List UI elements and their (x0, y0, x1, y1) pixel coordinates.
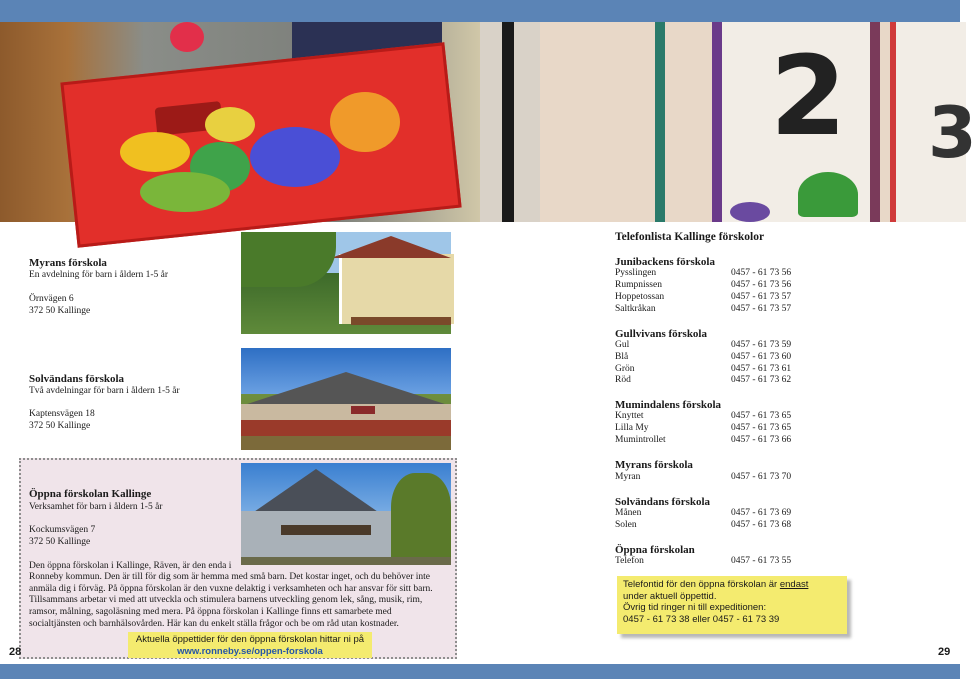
group-oppna: Öppna förskolan (615, 544, 695, 556)
paragraph-line: Tillsammans arbetar vi med att utveckla och stimulera barnens utveckling genom lek, sång, musik, rim, (29, 595, 423, 606)
bottom-color-band (0, 664, 960, 679)
open-preschool-street: Kockumsvägen 7 (29, 525, 96, 535)
group-junibacken: Junibackens förskola (615, 256, 715, 268)
open-preschool-paragraph (29, 572, 444, 631)
row-label: Gul (615, 340, 630, 350)
open-preschool-intro: Den öppna förskolan i Kallinge, Räven, är den enda i (29, 561, 232, 571)
row-phone: 0457 - 61 73 70 (731, 472, 792, 482)
row-phone: 0457 - 61 73 66 (731, 435, 792, 445)
myran-description: En avdelning för barn i åldern 1-5 år (29, 270, 169, 280)
group-solvandan: Solvändans förskola (615, 496, 711, 508)
row-label: Hoppetossan (615, 292, 665, 302)
group-mumindalen: Mumindalens förskola (615, 399, 722, 411)
phone-hours-line2: under aktuell öppettid. (623, 590, 717, 602)
row-phone: 0457 - 61 73 57 (731, 292, 792, 302)
row-phone: 0457 - 61 73 56 (731, 280, 792, 290)
open-preschool-description: Verksamhet för barn i åldern 1-5 år (29, 502, 163, 512)
photo-solvandan-building (241, 348, 451, 450)
photo-number-wall: 2 3 (480, 22, 960, 222)
row-label: Knyttet (615, 411, 644, 421)
row-label: Månen (615, 508, 642, 518)
row-phone: 0457 - 61 73 65 (731, 411, 792, 421)
solvandan-name: Solvändans förskola (29, 373, 125, 385)
paragraph-line: socialtjänsten och barnhälsovården. Här kan du enkelt ställa frågor och be om råd utan kostnader. (29, 618, 399, 629)
row-phone: 0457 - 61 73 60 (731, 352, 792, 362)
row-label: Telefon (615, 556, 644, 566)
myran-street: Örnvägen 6 (29, 294, 74, 304)
row-label: Grön (615, 364, 635, 374)
row-phone: 0457 - 61 73 65 (731, 423, 792, 433)
opening-hours-link[interactable]: www.ronneby.se/oppen-forskola (177, 646, 323, 657)
row-label: Rumpnissen (615, 280, 662, 290)
group-myran: Myrans förskola (615, 459, 693, 471)
row-phone: 0457 - 61 73 55 (731, 556, 792, 566)
solvandan-street: Kaptensvägen 18 (29, 409, 95, 419)
top-color-band (0, 0, 960, 22)
row-phone: 0457 - 61 73 61 (731, 364, 792, 374)
row-label: Röd (615, 375, 631, 385)
row-label: Myran (615, 472, 641, 482)
photo-open-preschool-building (241, 463, 451, 565)
open-preschool-city: 372 50 Kallinge (29, 537, 91, 547)
row-label: Mumintrollet (615, 435, 666, 445)
row-phone: 0457 - 61 73 56 (731, 268, 792, 278)
phone-hours-line4: 0457 - 61 73 38 eller 0457 - 61 73 39 (623, 614, 780, 626)
myran-name: Myrans förskola (29, 257, 107, 269)
page-number-right: 29 (938, 646, 951, 658)
paragraph-line: Ronneby kommun. Den är till för dig som är hemma med små barn. Det kostar inget, och du behöver inte (29, 572, 431, 582)
row-label: Blå (615, 352, 629, 362)
paragraph-line: ramsor, målning, sagoläsning med mera. På öppna förskolan i Kallinge finns ett samarbete med (29, 607, 392, 618)
phone-hours-line3: Övrig tid ringer ni till expeditionen: (623, 602, 767, 614)
phone-hours-note (617, 576, 847, 634)
opening-hours-note (128, 632, 372, 658)
page-number-left: 28 (9, 646, 22, 658)
phone-hours-line1: Telefontid för den öppna förskolan är endast (623, 579, 809, 590)
row-label: Lilla My (615, 423, 649, 433)
photo-toys-in-box (0, 22, 480, 222)
row-phone: 0457 - 61 73 68 (731, 520, 792, 530)
row-label: Pysslingen (615, 268, 657, 278)
row-label: Solen (615, 520, 637, 530)
row-phone: 0457 - 61 73 69 (731, 508, 792, 518)
phone-list-title: Telefonlista Kallinge förskolor (615, 231, 765, 243)
opening-hours-text: Aktuella öppettider för den öppna förskolan hittar ni på (135, 634, 365, 645)
row-label: Saltkråkan (615, 304, 656, 314)
row-phone: 0457 - 61 73 57 (731, 304, 792, 314)
solvandan-city: 372 50 Kallinge (29, 421, 91, 431)
solvandan-description: Två avdelningar för barn i åldern 1-5 år (29, 386, 180, 396)
myran-city: 372 50 Kallinge (29, 306, 91, 316)
photo-myran-building (241, 232, 451, 334)
group-gullvivan: Gullvivans förskola (615, 328, 707, 340)
paragraph-line: anmäla dig i förväg. På öppna förskolan är den vuxne delaktig i verksamheten och har ansvar för sitt barn. (29, 583, 433, 594)
row-phone: 0457 - 61 73 59 (731, 340, 792, 350)
row-phone: 0457 - 61 73 62 (731, 375, 792, 385)
open-preschool-name: Öppna förskolan Kallinge (29, 488, 152, 500)
